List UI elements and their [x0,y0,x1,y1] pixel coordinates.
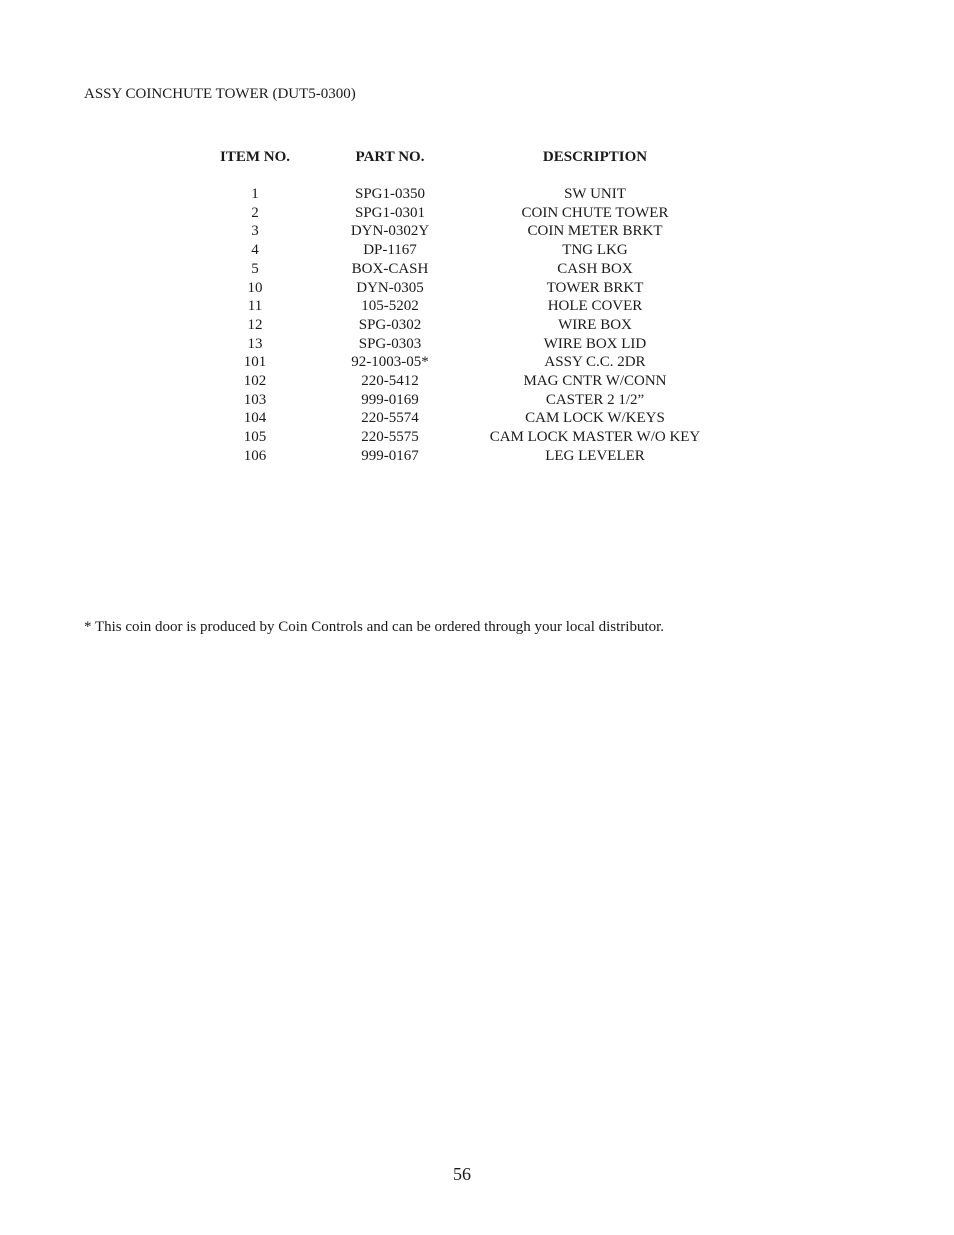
table-row [185,353,735,372]
table-row [185,335,735,354]
cell-description: CAM LOCK MASTER W/O KEY [489,429,701,446]
cell-description: CASH BOX [557,260,633,277]
table-row [185,372,735,391]
cell-part-no: 220-5574 [361,410,419,427]
cell-item-no: 2 [251,204,259,221]
header-part-no: PART NO. [355,149,425,165]
cell-description: TOWER BRKT [546,279,644,296]
cell-description: WIRE BOX [558,316,632,333]
cell-part-no: SPG1-0301 [354,204,425,221]
cell-part-no: 220-5575 [361,429,419,446]
cell-item-no: 105 [243,429,267,446]
cell-description: MAG CNTR W/CONN [523,373,667,390]
table-row [185,279,735,298]
footnote: * This coin door is produced by Coin Controls and can be ordered through your local distributor. [84,619,665,635]
table-row [185,222,735,241]
cell-description: CASTER 2 1/2” [545,391,645,408]
header-description: DESCRIPTION [542,149,648,165]
cell-part-no: SPG-0303 [358,335,422,352]
cell-item-no: 5 [251,260,259,277]
cell-description: WIRE BOX LID [543,335,647,352]
cell-item-no: 13 [247,335,263,352]
cell-description: CAM LOCK W/KEYS [525,410,665,427]
table-header-row [185,147,735,167]
cell-description: LEG LEVELER [545,447,645,464]
table-spacer [185,167,735,185]
document-title: ASSY COINCHUTE TOWER (DUT5-0300) [84,86,356,102]
cell-description: COIN METER BRKT [527,223,663,240]
cell-part-no: SPG1-0350 [354,186,425,202]
cell-part-no: 92-1003-05* [351,354,429,371]
cell-part-no: DP-1167 [363,242,417,259]
cell-item-no: 103 [243,391,267,408]
cell-description: HOLE COVER [547,298,643,315]
cell-part-no: DYN-0302Y [350,223,430,240]
cell-part-no: DYN-0305 [356,279,424,296]
cell-part-no: 999-0169 [361,391,419,408]
table-row [185,204,735,223]
cell-part-no: SPG-0302 [358,316,422,333]
cell-item-no: 102 [243,373,267,390]
cell-description: TNG LKG [562,242,628,259]
parts-table [185,147,735,466]
table-row [185,316,735,335]
table-row [185,447,735,466]
cell-item-no: 3 [251,223,259,240]
table-row [185,428,735,447]
cell-item-no: 12 [247,316,263,333]
table-row [185,185,735,204]
cell-item-no: 101 [243,354,267,371]
cell-item-no: 106 [243,447,267,464]
table-row [185,409,735,428]
cell-part-no: BOX-CASH [351,260,429,277]
cell-item-no: 104 [243,410,267,427]
cell-part-no: 105-5202 [361,298,419,315]
cell-part-no: 999-0167 [361,447,419,464]
page-number: 56 [453,1164,471,1184]
table-row [185,391,735,410]
cell-item-no: 11 [247,298,263,315]
cell-item-no: 4 [251,242,259,259]
cell-description: ASSY C.C. 2DR [544,354,646,371]
header-item-no: ITEM NO. [219,149,290,165]
table-row [185,260,735,279]
parts-table-body [185,167,735,466]
table-row [185,297,735,316]
cell-description: COIN CHUTE TOWER [521,204,669,221]
table-row [185,241,735,260]
cell-item-no: 1 [251,186,259,202]
cell-item-no: 10 [247,279,263,296]
cell-part-no: 220-5412 [361,373,419,390]
cell-description: SW UNIT [564,186,626,202]
